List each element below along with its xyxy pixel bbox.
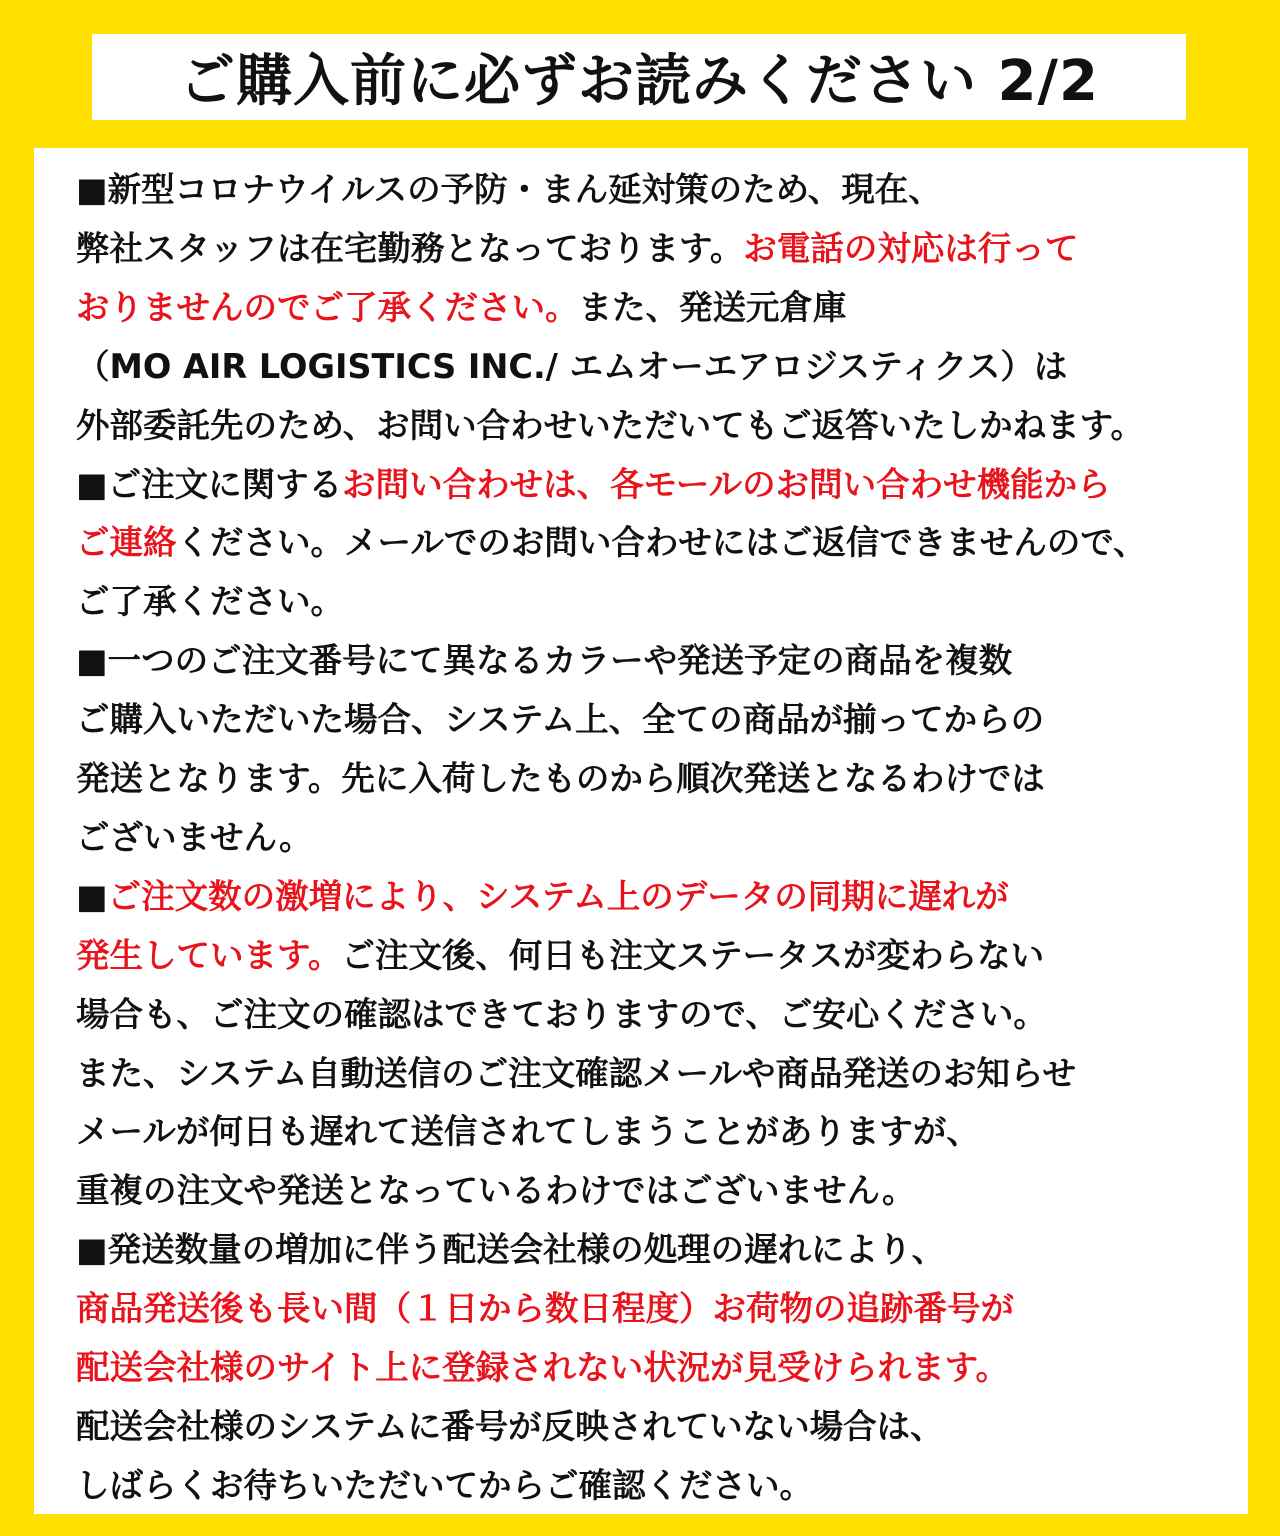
notice-line (76, 1407, 944, 1447)
notice-line (76, 170, 942, 210)
notice-line (76, 229, 1078, 269)
notice-line (76, 1289, 1014, 1329)
notice-text: ■ (76, 876, 108, 916)
notice-line (76, 1466, 813, 1506)
notice-line (76, 877, 1009, 917)
notice-text: ■一つのご注文番号にて異なるカラーや発送予定の商品を複数 (76, 641, 1013, 681)
notice-text: また、システム自動送信のご注文確認メールや商品発送のお知らせ (76, 1053, 1076, 1093)
highlighted-text: 商品発送後も長い間（１日から数日程度）お荷物の追跡番号が (76, 1289, 1014, 1329)
notice-line (76, 1230, 945, 1270)
notice-text: 重複の注文や発送となっているわけではございません。 (76, 1171, 916, 1211)
notice-line (76, 347, 1067, 387)
notice-text: ■新型コロナウイルスの予防・まん延対策のため、現在、 (76, 170, 942, 209)
notice-line (76, 465, 1111, 505)
notice-line (76, 936, 1044, 976)
notice-text: ご了承ください。 (76, 582, 344, 622)
highlighted-text: 発生しています。 (76, 935, 342, 975)
notice-line (76, 700, 1044, 740)
page-title: ご購入前に必ずお読みください 2/2 (179, 49, 1099, 114)
notice-text: 外部委託先のため、お問い合わせいただいてもご返答いたしかねます。 (76, 405, 1144, 445)
title-banner (92, 34, 1186, 120)
notice-panel (34, 148, 1248, 1514)
notice-line (76, 1112, 980, 1152)
highlighted-text: おりませんのでご了承ください。 (76, 287, 579, 327)
notice-line (76, 641, 1012, 681)
notice-text: ご購入いただいた場合、システム上、全ての商品が揃ってからの (76, 700, 1045, 740)
notice-line (76, 582, 344, 622)
notice-text: ください。メールでのお問い合わせにはご返信できませんので、 (176, 523, 1147, 563)
notice-text: 場合も、ご注文の確認はできておりますので、ご安心ください。 (76, 994, 1047, 1034)
notice-line (76, 406, 1144, 446)
notice-text: ございません。 (76, 817, 313, 857)
notice-line (76, 995, 1047, 1035)
notice-line (76, 818, 313, 858)
notice-text: また、発送元倉庫 (578, 287, 847, 327)
notice-text: 弊社スタッフは在宅勤務となっております。 (76, 228, 744, 268)
notice-line (76, 288, 847, 328)
notice-text: メールが何日も遅れて送信されてしまうことがありますが、 (76, 1112, 980, 1152)
notice-text: ■発送数量の増加に伴う配送会社様の処理の遅れにより、 (76, 1230, 946, 1270)
notice-text: 発送となります。先に入荷したものから順次発送となるわけでは (76, 759, 1045, 798)
notice-line (76, 1054, 1076, 1094)
highlighted-text: お問い合わせは、各モールのお問い合わせ機能から (342, 464, 1111, 504)
highlighted-text: 配送会社様のサイト上に登録されない状況が見受けられます。 (76, 1348, 1009, 1387)
highlighted-text: ご連絡 (76, 523, 177, 563)
notice-line (76, 759, 1045, 799)
notice-text: ご注文後、何日も注文ステータスが変わらない (341, 935, 1045, 975)
highlighted-text: お電話の対応は行って (743, 228, 1079, 268)
notice-text: ■ご注文に関する (76, 464, 343, 504)
notice-text: 配送会社様のシステムに番号が反映されていない場合は、 (76, 1406, 944, 1446)
highlighted-text: ご注文数の激増により、システム上のデータの同期に遅れが (107, 876, 1009, 916)
notice-line (76, 1348, 1009, 1388)
notice-line (76, 1171, 916, 1211)
notice-text: しばらくお待ちいただいてからご確認ください。 (76, 1465, 813, 1505)
notice-text: （MO AIR LOGISTICS INC./ エムオーエアロジスティクス）は (76, 346, 1068, 386)
notice-line (76, 523, 1147, 563)
